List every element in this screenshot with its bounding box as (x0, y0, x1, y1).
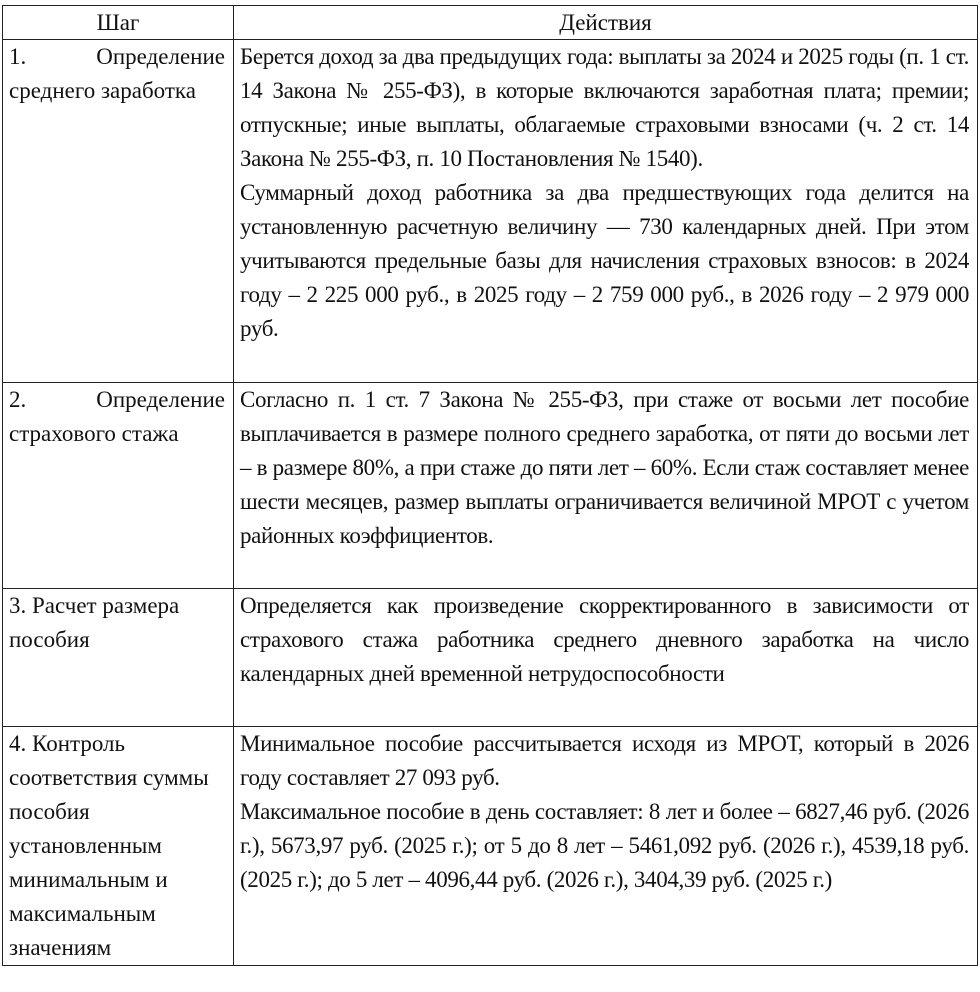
actions-cell (234, 727, 978, 966)
action-paragraph: Согласно п. 1 ст. 7 Закона № 255-ФЗ, при стаже от восьми лет пособие выплачивается в размере полного среднего заработка, от пяти до восьми лет – в размере 80%, а при стаже до пяти лет – 60%. Если стаж составляет менее шести месяцев, размер выплаты ограничивается величиной МРОТ с учетом районных коэффициентов. (240, 387, 969, 548)
actions-cell (234, 383, 978, 589)
table-row (3, 40, 978, 383)
table-row (3, 727, 978, 966)
action-paragraph: Максимальное пособие в день составляет: 8 лет и более – 6827,46 руб. (2026 г.), 5673,97 руб. (2025 г.); от 5 до 8 лет – 5461,092 руб. (2026 г.), 4539,18 руб. (2025 г.); до 5 лет – 4096,44 руб. (2026 г.), 3404,39 руб. (2025 г.) (240, 799, 969, 892)
action-paragraph: Минимальное пособие рассчитывается исходя из МРОТ, который в 2026 году составляет 27 093 руб. (240, 731, 969, 790)
header-actions: Действия (234, 6, 978, 40)
actions-cell (234, 589, 978, 727)
step-cell (3, 40, 234, 383)
step-label: 1. Определение среднего заработка (9, 44, 225, 103)
header-step: Шаг (3, 6, 234, 40)
table-row (3, 589, 978, 727)
step-label: 4. Контроль соответствия суммы пособия установленным минимальным и максимальным значениям (9, 731, 209, 960)
step-cell (3, 383, 234, 589)
step-label: 3. Расчет размера пособия (9, 593, 180, 652)
action-paragraph: Суммарный доход работника за два предшествующих года делится на установленную расчетную величину — 730 календарных дней. При этом учитываются предельные базы для начисления страховых взносов: в 2024 году – 2 225 000 руб., в 2025 году – 2 759 000 руб., в 2026 году – 2 979 000 руб. (240, 180, 969, 341)
table-header-row (3, 6, 978, 40)
step-label: 2. Определение страхового стажа (9, 387, 225, 446)
action-paragraph: Определяется как произведение скорректированного в зависимости от страхового стажа работника среднего дневного заработка на число календарных дней временной нетрудоспособности (240, 593, 969, 686)
step-cell (3, 589, 234, 727)
benefit-calculation-table (2, 5, 978, 966)
action-paragraph: Берется доход за два предыдущих года: выплаты за 2024 и 2025 годы (п. 1 ст. 14 Закона № 255-ФЗ), в которые включаются заработная плата; премии; отпускные; иные выплаты, облагаемые страховыми взносами (ч. 2 ст. 14 Закона № 255-ФЗ, п. 10 Постановления № 1540). (240, 44, 969, 171)
table-row (3, 383, 978, 589)
actions-cell (234, 40, 978, 383)
step-cell (3, 727, 234, 966)
